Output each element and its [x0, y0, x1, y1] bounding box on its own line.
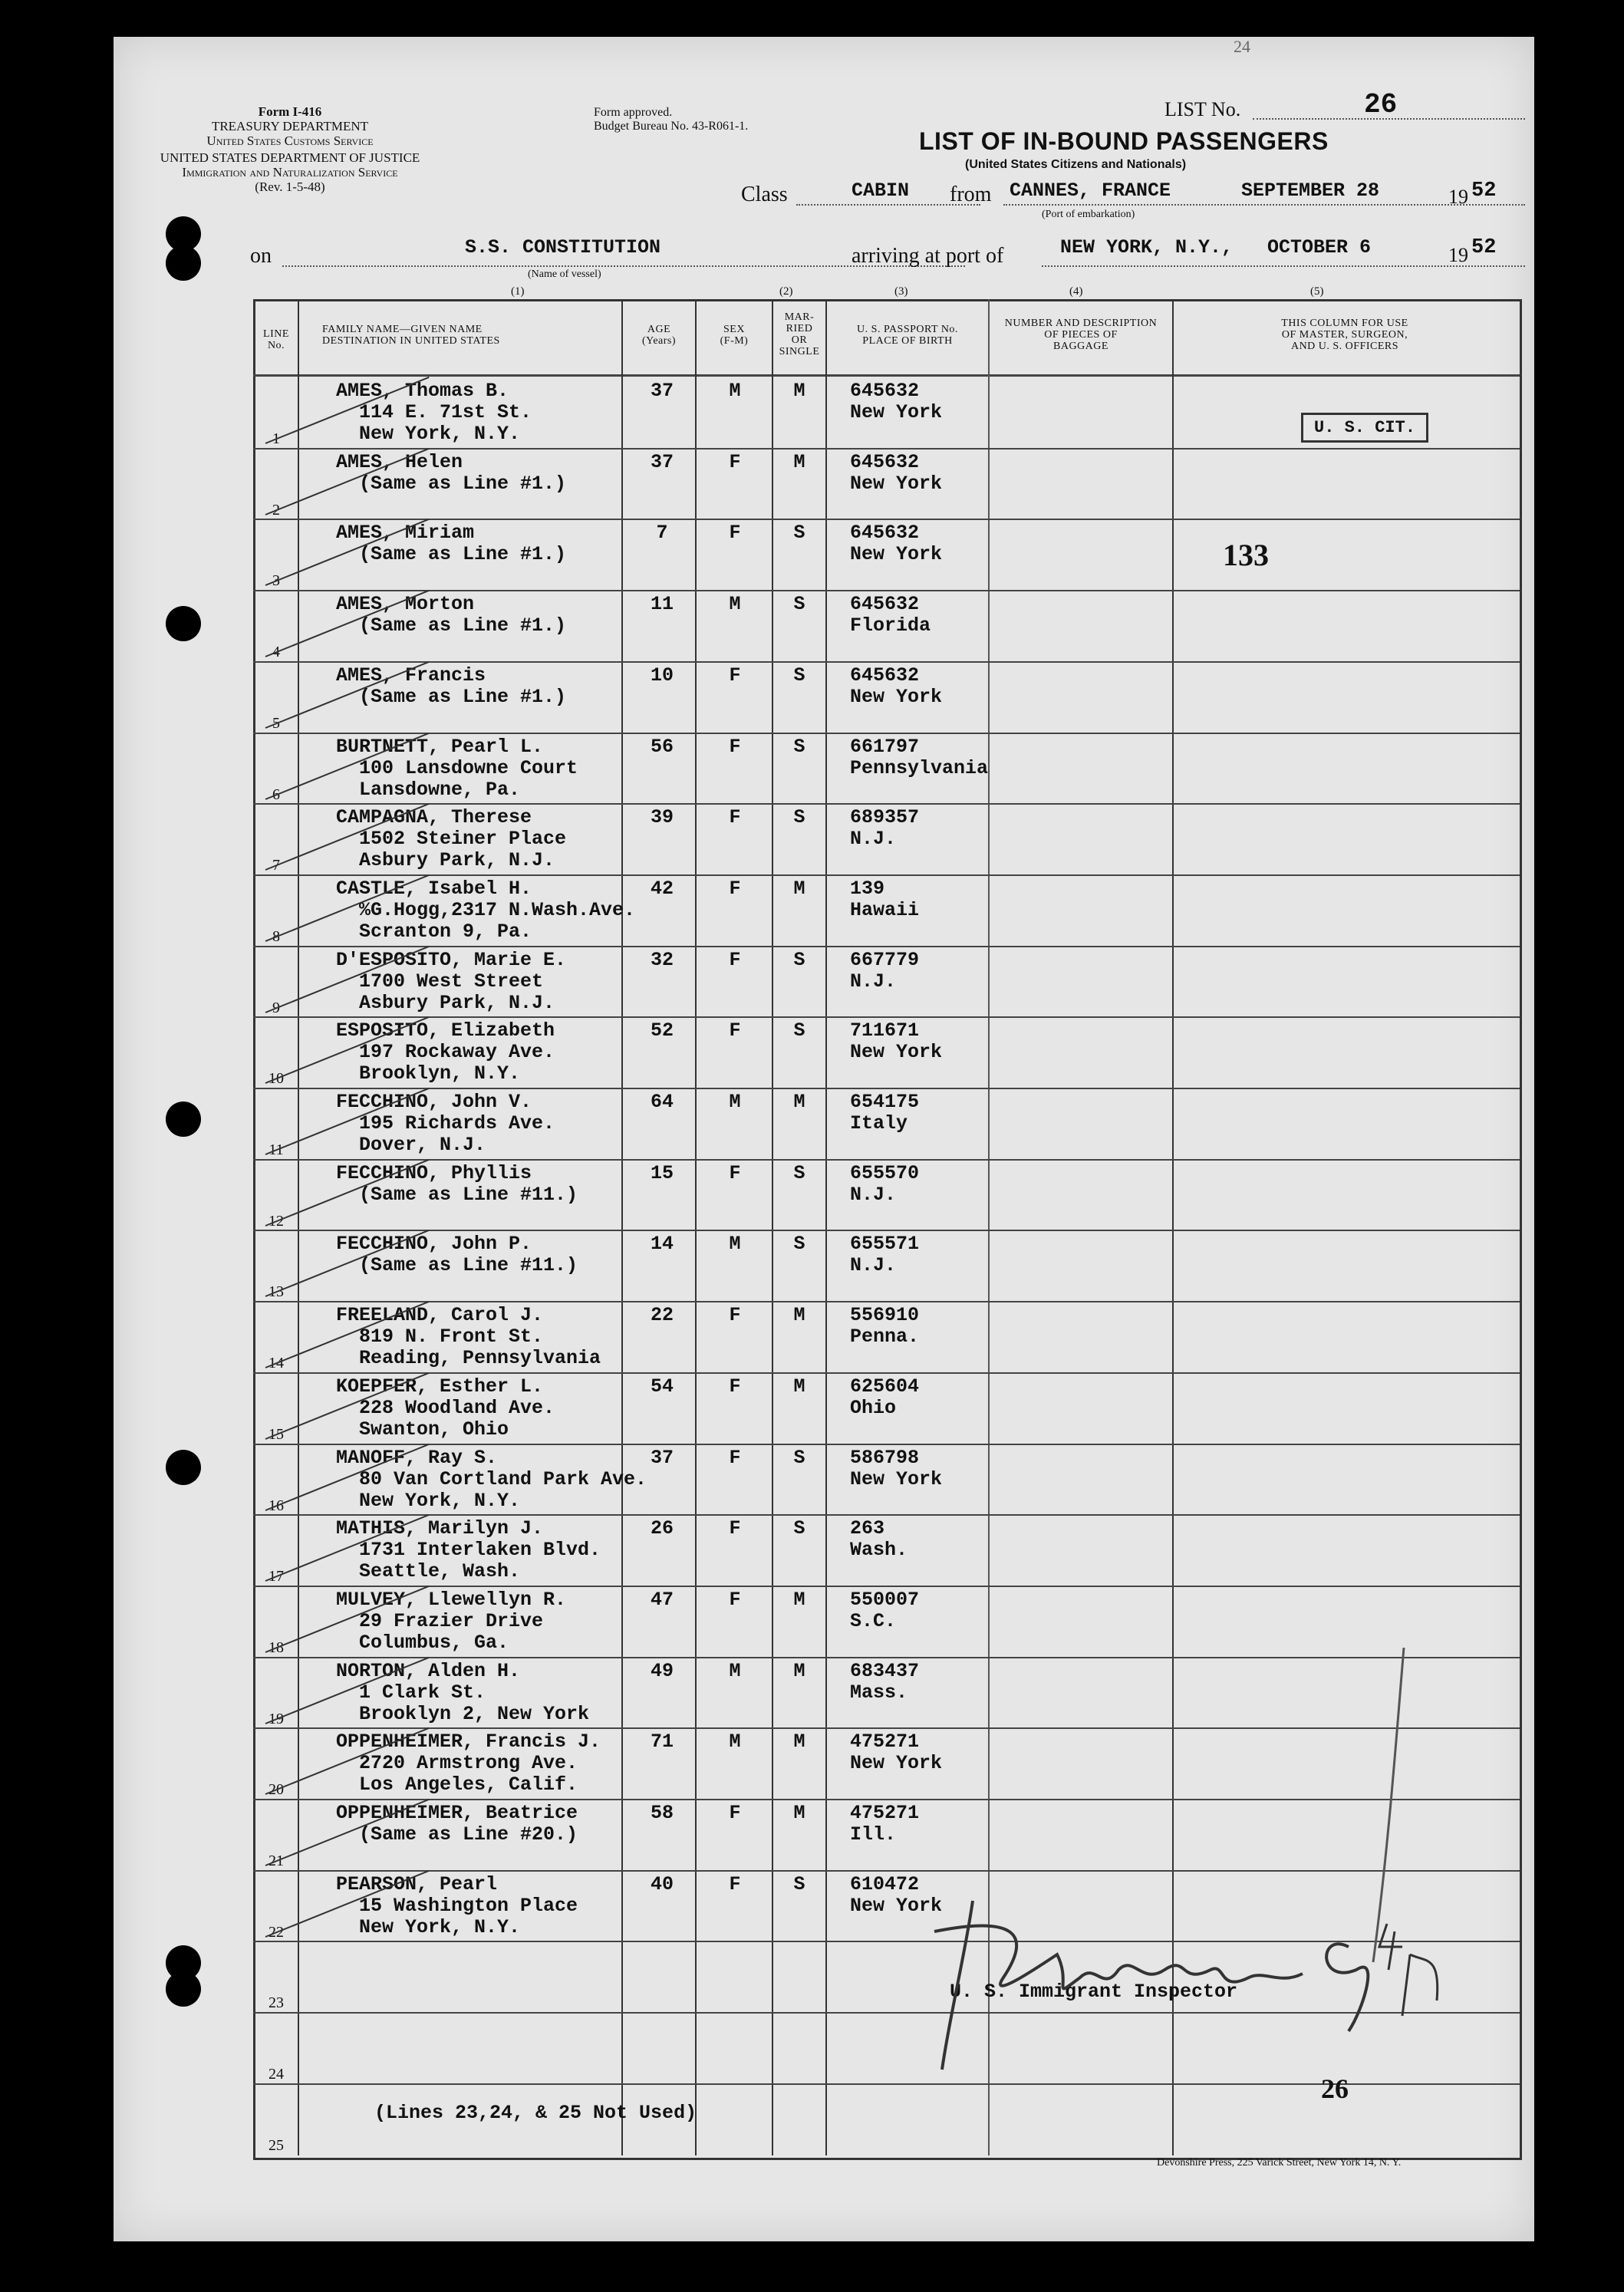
passenger-sex: F: [729, 1375, 741, 1398]
depart-date: SEPTEMBER 28: [1241, 179, 1380, 202]
passenger-address-1: (Same as Line #11.): [359, 1254, 578, 1276]
time-note: [1349, 1931, 1352, 1932]
place-of-birth: N.J.: [850, 970, 897, 993]
passport-number: 683437: [850, 1660, 920, 1682]
passenger-address-1: %G.Hogg,2317 N.Wash.Ave.: [359, 899, 636, 921]
passenger-sex: F: [729, 806, 741, 828]
passport-number: 645632: [850, 380, 920, 402]
passenger-name: KOEPFER, Esther L.: [336, 1375, 544, 1398]
form-id-block: [160, 104, 420, 148]
passenger-marital-status: M: [793, 1802, 805, 1824]
passenger-age: 7: [656, 522, 668, 544]
passenger-sex: F: [729, 664, 741, 687]
passenger-address-1: 1700 West Street: [359, 970, 544, 993]
passenger-age: 11: [650, 593, 674, 615]
passenger-sex: F: [729, 1304, 741, 1326]
passenger-sex: F: [729, 736, 741, 758]
line-number: 4: [272, 644, 280, 660]
passport-number: 625604: [850, 1375, 920, 1398]
passenger-address-1: 197 Rockaway Ave.: [359, 1041, 555, 1063]
port-embarkation-caption: (Port of embarkation): [1042, 209, 1135, 220]
passenger-age: 26: [650, 1517, 674, 1540]
passenger-name: MANOFF, Ray S.: [336, 1447, 498, 1469]
passport-number: 654175: [850, 1091, 920, 1113]
passport-number: 689357: [850, 806, 920, 828]
place-of-birth: Italy: [850, 1112, 908, 1134]
arrival-date: OCTOBER 6: [1267, 236, 1372, 259]
from-value: CANNES, FRANCE: [1010, 179, 1171, 202]
passport-number: 556910: [850, 1304, 920, 1326]
line-number: 22: [268, 1924, 284, 1941]
ins-line: Immigration and Naturalization Service: [182, 165, 398, 179]
passenger-age: 49: [650, 1660, 674, 1682]
passenger-age: 32: [650, 949, 674, 971]
passenger-marital-status: S: [793, 664, 805, 687]
passenger-age: 64: [650, 1091, 674, 1113]
passenger-address-2: Los Angeles, Calif.: [359, 1773, 578, 1796]
passenger-name: AMES, Miriam: [336, 522, 475, 544]
place-of-birth: New York: [850, 401, 943, 423]
budget-bureau: Budget Bureau No. 43-R061-1.: [594, 120, 749, 133]
passenger-age: 15: [650, 1162, 674, 1184]
passenger-address-2: Asbury Park, N.J.: [359, 992, 555, 1014]
line-number: 10: [268, 1070, 284, 1087]
list-no-label: LIST No.: [1164, 98, 1241, 120]
passenger-address-2: Reading, Pennsylvania: [359, 1347, 601, 1369]
form-number: Form I-416: [258, 104, 322, 119]
line-number: 20: [268, 1781, 284, 1798]
place-of-birth: Mass.: [850, 1681, 908, 1704]
col-name: FAMILY NAME—GIVEN NAME DESTINATION IN UNITED STATES: [322, 324, 500, 347]
place-of-birth: Ohio: [850, 1397, 897, 1419]
passenger-marital-status: M: [793, 1091, 805, 1113]
passenger-age: 39: [650, 806, 674, 828]
passenger-sex: M: [729, 1233, 741, 1255]
passenger-name: BURTNETT, Pearl L.: [336, 736, 544, 758]
treasury-department: TREASURY DEPARTMENT: [211, 119, 369, 133]
passport-number: 655571: [850, 1233, 920, 1255]
col-num-4: (4): [1069, 285, 1083, 298]
passenger-name: OPPENHEIMER, Francis J.: [336, 1731, 601, 1753]
passenger-name: FECCHINO, John P.: [336, 1233, 532, 1255]
passenger-address-1: (Same as Line #1.): [359, 686, 567, 708]
passport-number: 263: [850, 1517, 885, 1540]
passenger-sex: M: [729, 380, 741, 402]
not-used-note: (Lines 23,24, & 25 Not Used): [374, 2102, 697, 2124]
passenger-address-1: 195 Richards Ave.: [359, 1112, 555, 1134]
place-of-birth: Florida: [850, 614, 931, 637]
place-of-birth: Wash.: [850, 1539, 908, 1561]
passenger-age: 37: [650, 451, 674, 473]
col-passport: U. S. PASSPORT No. PLACE OF BIRTH: [857, 324, 958, 347]
vessel-caption: (Name of vessel): [528, 268, 601, 280]
passport-number: 711671: [850, 1019, 920, 1042]
line-number: 12: [268, 1213, 284, 1230]
passport-number: 645632: [850, 451, 920, 473]
line-number: 18: [268, 1639, 284, 1656]
passenger-address-2: Columbus, Ga.: [359, 1632, 509, 1654]
arriving-label: arriving at port of: [852, 244, 1004, 268]
passenger-age: 22: [650, 1304, 674, 1326]
arrival-port: NEW YORK, N.Y.,: [1060, 236, 1234, 259]
passenger-name: ESPOSITO, Elizabeth: [336, 1019, 555, 1042]
passenger-address-1: 1502 Steiner Place: [359, 828, 567, 850]
place-of-birth: N.J.: [850, 1184, 897, 1206]
form-approved: Form approved.: [594, 106, 673, 119]
passenger-address-1: 1 Clark St.: [359, 1681, 486, 1704]
passenger-name: AMES, Thomas B.: [336, 380, 509, 402]
passenger-sex: F: [729, 1873, 741, 1895]
place-of-birth: Hawaii: [850, 899, 920, 921]
line-number: 3: [272, 572, 280, 589]
passenger-marital-status: M: [793, 1589, 805, 1611]
line-number: 16: [268, 1497, 284, 1514]
revision: (Rev. 1-5-48): [255, 179, 325, 194]
passenger-address-1: (Same as Line #20.): [359, 1823, 578, 1846]
passenger-age: 10: [650, 664, 674, 687]
passenger-marital-status: M: [793, 1375, 805, 1398]
passenger-age: 52: [650, 1019, 674, 1042]
approval-block: [594, 106, 748, 133]
line-number: 17: [268, 1568, 284, 1585]
passenger-marital-status: M: [793, 1304, 805, 1326]
line-number: 8: [272, 928, 280, 945]
col-num-1: (1): [511, 285, 525, 298]
passenger-address-1: 114 E. 71st St.: [359, 401, 532, 423]
col-num-2: (2): [779, 285, 793, 298]
passenger-sex: F: [729, 1162, 741, 1184]
line-number: 14: [268, 1355, 284, 1372]
passenger-sex: F: [729, 1447, 741, 1469]
line-number: 7: [272, 857, 280, 874]
on-label: on: [250, 244, 272, 268]
arrival-year: 52: [1471, 236, 1497, 259]
passenger-sex: F: [729, 878, 741, 900]
footer-count: 26: [1321, 2073, 1349, 2104]
passenger-marital-status: S: [793, 1162, 805, 1184]
passenger-name: D'ESPOSITO, Marie E.: [336, 949, 567, 971]
passport-number: 610472: [850, 1873, 920, 1895]
passenger-sex: F: [729, 1802, 741, 1824]
place-of-birth: New York: [850, 686, 943, 708]
passenger-name: CAMPAGNA, Therese: [336, 806, 532, 828]
class-label: Class: [741, 183, 788, 206]
passenger-marital-status: S: [793, 806, 805, 828]
passenger-age: 71: [650, 1731, 674, 1753]
passenger-name: MULVEY, Llewellyn R.: [336, 1589, 567, 1611]
passenger-marital-status: S: [793, 1233, 805, 1255]
vessel-name: S.S. CONSTITUTION: [465, 236, 661, 259]
col-age: AGE (Years): [641, 324, 677, 347]
line-number: 11: [268, 1141, 284, 1158]
passport-number: 645632: [850, 664, 920, 687]
passenger-sex: F: [729, 1517, 741, 1540]
passenger-age: 58: [650, 1802, 674, 1824]
place-of-birth: New York: [850, 1468, 943, 1490]
passenger-age: 54: [650, 1375, 674, 1398]
passenger-marital-status: S: [793, 593, 805, 615]
passenger-marital-status: S: [793, 949, 805, 971]
department-of-justice: UNITED STATES DEPARTMENT OF JUSTICE: [160, 150, 420, 165]
place-of-birth: N.J.: [850, 1254, 897, 1276]
passenger-sex: M: [729, 1660, 741, 1682]
col-num-3: (3): [894, 285, 908, 298]
col-num-5: (5): [1310, 285, 1324, 298]
passenger-age: 14: [650, 1233, 674, 1255]
passenger-address-1: 15 Washington Place: [359, 1895, 578, 1917]
passenger-marital-status: M: [793, 380, 805, 402]
passenger-address-2: Brooklyn, N.Y.: [359, 1062, 521, 1085]
arrival-year-prefix: 19: [1448, 244, 1468, 266]
punch-hole: [166, 1971, 201, 2007]
passenger-address-2: New York, N.Y.: [359, 1916, 521, 1938]
passenger-address-2: Brooklyn 2, New York: [359, 1703, 590, 1725]
passenger-marital-status: M: [793, 1731, 805, 1753]
passport-number: 655570: [850, 1162, 920, 1184]
col-line-no: LINE No.: [263, 328, 289, 351]
passenger-age: 47: [650, 1589, 674, 1611]
depart-year: 52: [1471, 179, 1497, 203]
inspector-label: U. S. Immigrant Inspector: [950, 1981, 1238, 2003]
place-of-birth: Ill.: [850, 1823, 897, 1846]
page-subtitle: (United States Citizens and Nationals): [965, 158, 1187, 171]
passenger-name: AMES, Morton: [336, 593, 475, 615]
passenger-address-1: (Same as Line #1.): [359, 543, 567, 565]
passenger-sex: F: [729, 1589, 741, 1611]
passenger-address-1: 1731 Interlaken Blvd.: [359, 1539, 601, 1561]
passenger-address-1: (Same as Line #1.): [359, 614, 567, 637]
place-of-birth: S.C.: [850, 1610, 897, 1632]
line-number: 5: [272, 715, 280, 732]
place-of-birth: New York: [850, 1752, 943, 1774]
passenger-name: NORTON, Alden H.: [336, 1660, 521, 1682]
passenger-marital-status: S: [793, 1447, 805, 1469]
line-number: 23: [268, 1994, 284, 2011]
passenger-sex: M: [729, 593, 741, 615]
list-no-value: 26: [1364, 89, 1398, 120]
passenger-marital-status: S: [793, 1517, 805, 1540]
line-number: 21: [268, 1852, 284, 1869]
passenger-address-2: Lansdowne, Pa.: [359, 779, 521, 801]
passenger-sex: F: [729, 1019, 741, 1042]
passenger-address-2: Seattle, Wash.: [359, 1560, 521, 1582]
line-number: 13: [268, 1283, 284, 1300]
count-133: 133: [1223, 538, 1269, 572]
place-of-birth: New York: [850, 1895, 943, 1917]
from-label: from: [950, 183, 992, 206]
passenger-address-2: Swanton, Ohio: [359, 1418, 509, 1441]
passport-number: 645632: [850, 593, 920, 615]
passenger-sex: F: [729, 522, 741, 544]
passport-number: 661797: [850, 736, 920, 758]
passenger-name: CASTLE, Isabel H.: [336, 878, 532, 900]
passenger-name: PEARSON, Pearl: [336, 1873, 498, 1895]
passenger-address-1: 29 Frazier Drive: [359, 1610, 544, 1632]
line-number: 2: [272, 502, 280, 519]
line-number: 25: [268, 2137, 284, 2154]
passport-number: 475271: [850, 1731, 920, 1753]
depart-year-prefix: 19: [1448, 186, 1468, 208]
col-sex: SEX (F-M): [720, 324, 749, 347]
passenger-address-2: Scranton 9, Pa.: [359, 920, 532, 943]
passenger-address-2: New York, N.Y.: [359, 423, 521, 445]
passenger-marital-status: S: [793, 1873, 805, 1895]
passenger-name: FECCHINO, Phyllis: [336, 1162, 532, 1184]
passenger-address-1: (Same as Line #11.): [359, 1184, 578, 1206]
passenger-age: 42: [650, 878, 674, 900]
punch-hole: [166, 606, 201, 641]
passport-number: 139: [850, 878, 885, 900]
passenger-name: MATHIS, Marilyn J.: [336, 1517, 544, 1540]
place-of-birth: N.J.: [850, 828, 897, 850]
passenger-sex: F: [729, 949, 741, 971]
passenger-age: 37: [650, 1447, 674, 1469]
line-number: 15: [268, 1426, 284, 1443]
passenger-name: FECCHINO, John V.: [336, 1091, 532, 1113]
class-value: CABIN: [852, 179, 910, 202]
place-of-birth: Pennsylvania: [850, 757, 989, 779]
passenger-age: 56: [650, 736, 674, 758]
passenger-marital-status: M: [793, 451, 805, 473]
place-of-birth: New York: [850, 473, 943, 495]
line-number: 1: [272, 430, 280, 447]
passenger-address-1: (Same as Line #1.): [359, 473, 567, 495]
col-officers: THIS COLUMN FOR USE OF MASTER, SURGEON, AND U. S. OFFICERS: [1281, 318, 1408, 352]
printer-imprint: Devonshire Press, 225 Varick Street, New York 14, N. Y.: [1157, 2157, 1402, 2169]
line-number: 9: [272, 999, 280, 1016]
passenger-age: 37: [650, 380, 674, 402]
passenger-marital-status: S: [793, 736, 805, 758]
passport-number: 645632: [850, 522, 920, 544]
passenger-sex: M: [729, 1091, 741, 1113]
corner-note: 24: [1234, 37, 1250, 56]
passenger-name: OPPENHEIMER, Beatrice: [336, 1802, 578, 1824]
col-married: MAR- RIED OR SINGLE: [779, 311, 820, 357]
passenger-address-1: 80 Van Cortland Park Ave.: [359, 1468, 647, 1490]
passport-number: 667779: [850, 949, 920, 971]
passenger-address-1: 100 Lansdowne Court: [359, 757, 578, 779]
passenger-name: AMES, Francis: [336, 664, 486, 687]
passenger-marital-status: M: [793, 1660, 805, 1682]
line-number: 19: [268, 1711, 284, 1727]
passenger-marital-status: S: [793, 1019, 805, 1042]
signature-text: [1065, 1931, 1070, 1932]
customs-service: United States Customs Service: [206, 133, 374, 148]
right-check-line: [1365, 1648, 1412, 1970]
passenger-address-1: 2720 Armstrong Ave.: [359, 1752, 578, 1774]
place-of-birth: Penna.: [850, 1325, 920, 1348]
passport-number: 586798: [850, 1447, 920, 1469]
passenger-address-2: Asbury Park, N.J.: [359, 849, 555, 871]
passenger-address-2: New York, N.Y.: [359, 1490, 521, 1512]
passport-number: 550007: [850, 1589, 920, 1611]
punch-hole: [166, 1450, 201, 1485]
passenger-marital-status: M: [793, 878, 805, 900]
passenger-sex: F: [729, 451, 741, 473]
passenger-name: AMES, Helen: [336, 451, 463, 473]
passenger-marital-status: S: [793, 522, 805, 544]
manifest-page: [114, 37, 1534, 2241]
us-citizen-stamp: U. S. CIT.: [1301, 413, 1428, 443]
justice-block: [137, 150, 443, 194]
punch-hole: [166, 1102, 201, 1137]
passenger-sex: M: [729, 1731, 741, 1753]
line-number: 6: [272, 786, 280, 803]
passenger-address-2: Dover, N.J.: [359, 1134, 486, 1156]
place-of-birth: New York: [850, 1041, 943, 1063]
passenger-address-1: 228 Woodland Ave.: [359, 1397, 555, 1419]
punch-hole: [166, 245, 201, 281]
passenger-name: FREELAND, Carol J.: [336, 1304, 544, 1326]
passenger-age: 40: [650, 1873, 674, 1895]
col-baggage: NUMBER AND DESCRIPTION OF PIECES OF BAGGAGE: [1004, 318, 1158, 352]
passenger-address-1: 819 N. Front St.: [359, 1325, 544, 1348]
passport-number: 475271: [850, 1802, 920, 1824]
line-number: 24: [268, 2066, 284, 2083]
place-of-birth: New York: [850, 543, 943, 565]
page-title: LIST OF IN-BOUND PASSENGERS: [919, 127, 1329, 155]
